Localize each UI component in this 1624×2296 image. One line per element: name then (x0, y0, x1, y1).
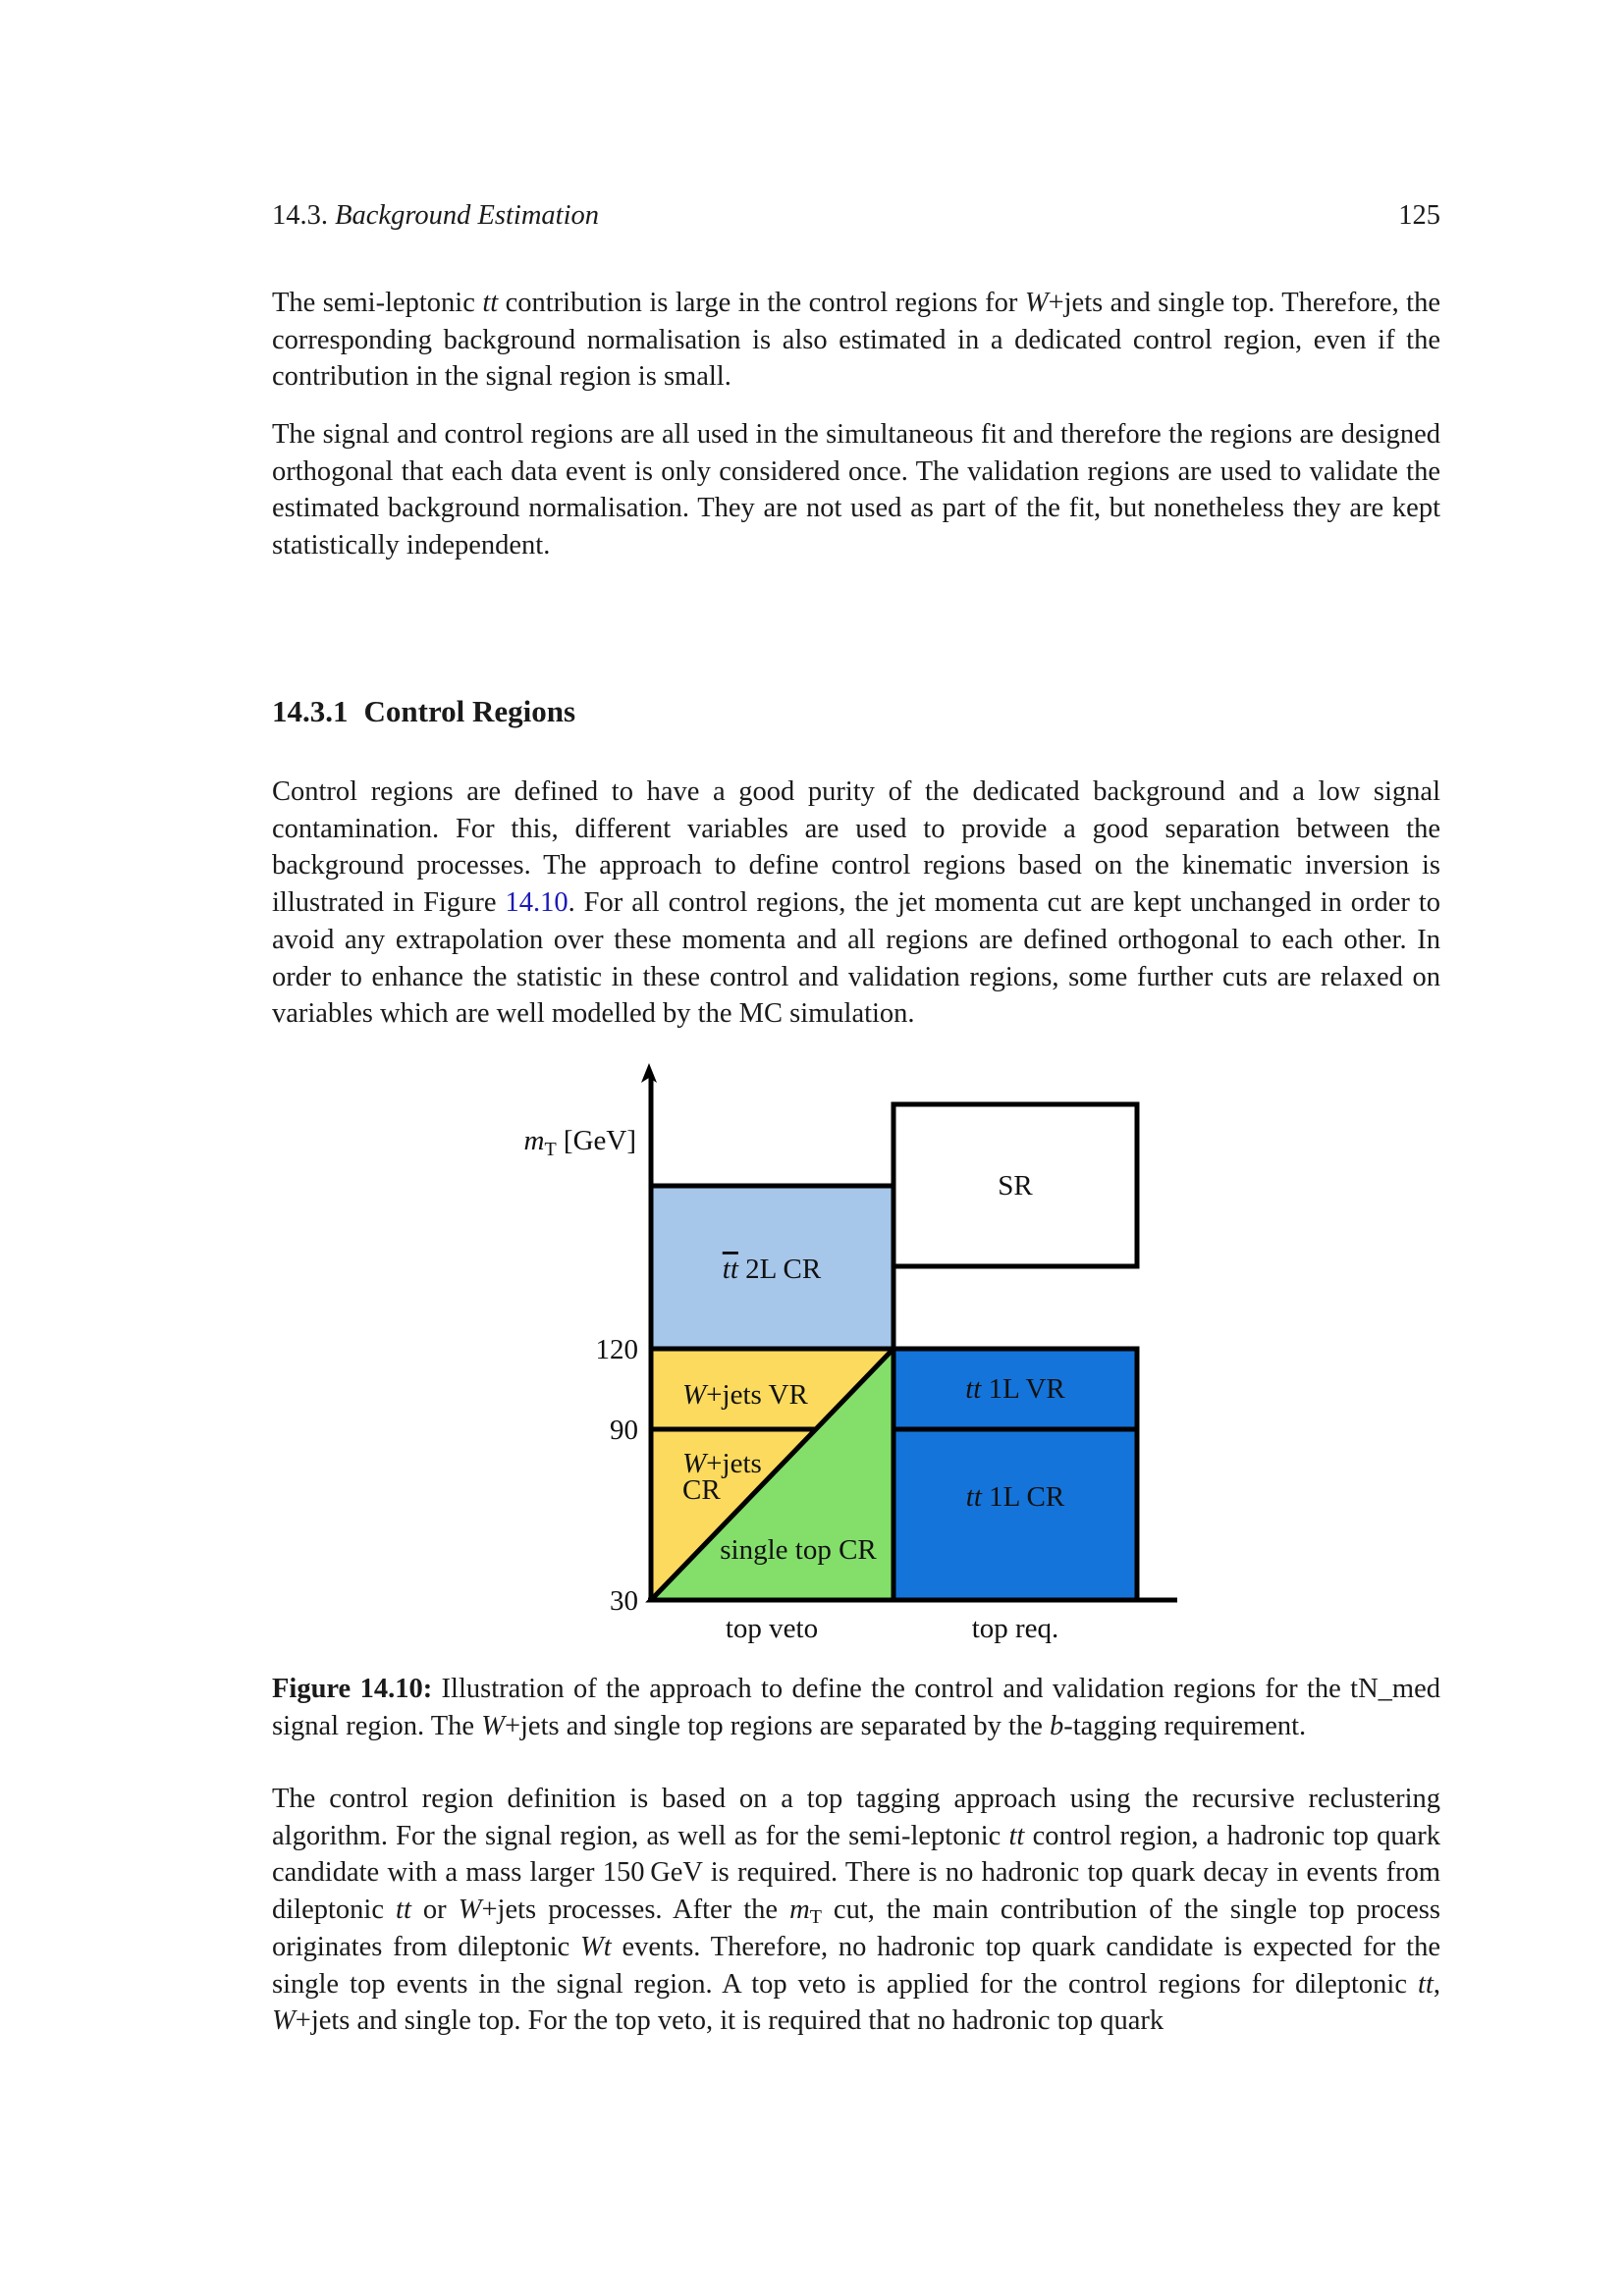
figure-caption: Figure 14.10: Illustration of the approach to define the control and validation regions for the tN_med signal region. The W+jets and single top regions are separated by the b-tagging requirement. (272, 1674, 1441, 1741)
region-tt-1l-cr (893, 1429, 1137, 1600)
x-label-top-veto: top veto (725, 1613, 819, 1644)
paragraph-1: The semi-leptonic tt contribution is large in the control regions for W+jets and single top. Therefore, the corresponding background normalisation is also estimated in a dedicated control region, even if the contribution in the signal region is small. (272, 288, 1440, 393)
label-tt-1l-vr: tt 1L VR (965, 1373, 1065, 1405)
label-tt-2l-cr: tt 2L CR (722, 1254, 822, 1285)
label-wjets-vr: W+jets VR (682, 1379, 808, 1411)
page-number: 125 (1398, 200, 1440, 231)
label-wjets-cr-line1: W+jets (682, 1448, 762, 1479)
figure-caption-label: Figure 14.10: (272, 1674, 433, 1704)
x-label-top-req: top req. (971, 1613, 1059, 1644)
section-number: 14.3. (272, 200, 328, 231)
section-heading-title: Control Regions (363, 694, 576, 728)
paragraph-2: The signal and control regions are all used in the simultaneous fit and therefore the regions are designed orthogonal that each data event is only considered once. The validation regions are used to validate the estimated background normalisation. They are not used as part of the fit, but nonetheless they are kept statistically independent. (272, 419, 1440, 561)
y-tick-30: 30 (610, 1585, 638, 1617)
label-tt-1l-cr: tt 1L CR (965, 1481, 1065, 1513)
label-sr: SR (998, 1170, 1033, 1201)
section-title: Background Estimation (335, 200, 599, 231)
y-axis-label: $m_T$ [GeV] (523, 1125, 636, 1160)
label-wjets-cr-line2: CR (682, 1474, 721, 1506)
figure-reference-link[interactable]: 14.10 (505, 887, 568, 919)
section-heading-number: 14.3.1 (272, 694, 349, 728)
y-tick-90: 90 (610, 1415, 638, 1446)
paragraph-3: Control regions are defined to have a good purity of the dedicated background and a low signal contamination. For this, different variables are used to provide a good separation between the background processes. The approach to define control regions based on the kinematic inversion is illustrated in Figure 14.10. For all control regions, the jet momenta cut are kept unchanged in order to avoid any extrapolation over these momenta and all regions are defined orthogonal to each other. In order to enhance the statistic in these control and validation regions, some further cuts are relaxed on variables which are well modelled by the MC simulation. (272, 776, 1440, 1030)
paragraph-4: The control region definition is based on a top tagging approach using the recursive reclustering algorithm. For the signal region, as well as for the semi-leptonic tt control region, a hadronic top quark candidate with a mass larger 150 GeV is required. There is no hadronic top quark decay in events from dileptonic tt or W+jets processes. After the $m_T$ cut, the main contribution of the single top process originates from dileptonic Wt events. Therefore, no hadronic top quark candidate is expected for the single top events in the signal region. A top veto is applied for the control regions for dileptonic tt, W+jets and single top. For the top veto, it is required that no hadronic top quark (272, 1784, 1440, 2037)
label-single-top-cr: single top CR (720, 1534, 877, 1566)
y-tick-120: 120 (595, 1334, 638, 1365)
